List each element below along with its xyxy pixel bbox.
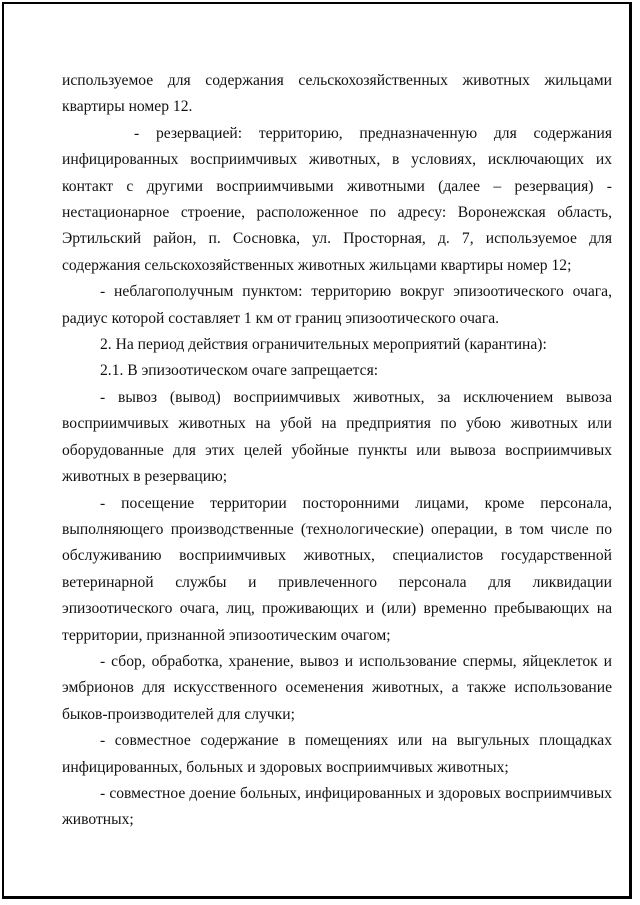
- document-body: [62, 68, 612, 834]
- paragraph-section-2: 2. На период действия ограничительных мероприятий (карантина):: [100, 336, 547, 354]
- paragraph-section-2-1: 2.1. В эпизоотическом очаге запрещается:: [100, 362, 379, 380]
- paragraph-ban-visiting: - посещение территории посторонними лицами, кроме персонала, выполняющего производственные (технологические) операции, в том числе по обслуживанию восприимчивых животных, специалистов государственной ветеринарной службы и привлеченного персонала для ликвидации эпизоотического очага, лиц, проживающих и (или) временно пребывающих на территории, признанной эпизоотическим очагом;: [62, 494, 612, 644]
- paragraph-ban-joint-keeping: - совместное содержание в помещениях или на выгульных площадках инфицированных, больных и здоровых восприимчивых животных;: [62, 732, 612, 776]
- paragraph-ban-removal: - вывоз (вывод) восприимчивых животных, за исключением вывоза восприимчивых животных на убой на предприятия по убою животных или оборудованные для этих целей убойные пункты или вывоза восприимчивых животных в резервацию;: [62, 388, 612, 486]
- paragraph-ban-sperm: - сбор, обработка, хранение, вывоз и использование спермы, яйцеклеток и эмбрионов для искусственного осеменения животных, а также использование быков-производителей для случки;: [62, 652, 612, 723]
- paragraph-reservation-definition: - резервацией: территорию, предназначенную для содержания инфицированных восприимчивых животных, в условиях, исключающих их контакт с другими восприимчивыми животными (далее – резервация) - нестационарное строение, расположенное по адресу: Воронежская область, Эртильский район, п. Сосновка, ул. Просторная, д. 7, используемое для содержания сельскохозяйственных животных жильцами квартиры номер 12;: [62, 124, 612, 274]
- paragraph-ban-joint-milking: - совместное доение больных, инфицированных и здоровых восприимчивых животных;: [62, 784, 612, 829]
- document-page: [2, 2, 632, 899]
- paragraph-continuation: используемое для содержания сельскохозяйственных животных жильцами квартиры номер 12.: [62, 72, 612, 116]
- paragraph-unfavorable-point: - неблагополучным пунктом: территорию вокруг эпизоотического очага, радиус которой составляет 1 км от границ эпизоотического очага.: [62, 283, 612, 327]
